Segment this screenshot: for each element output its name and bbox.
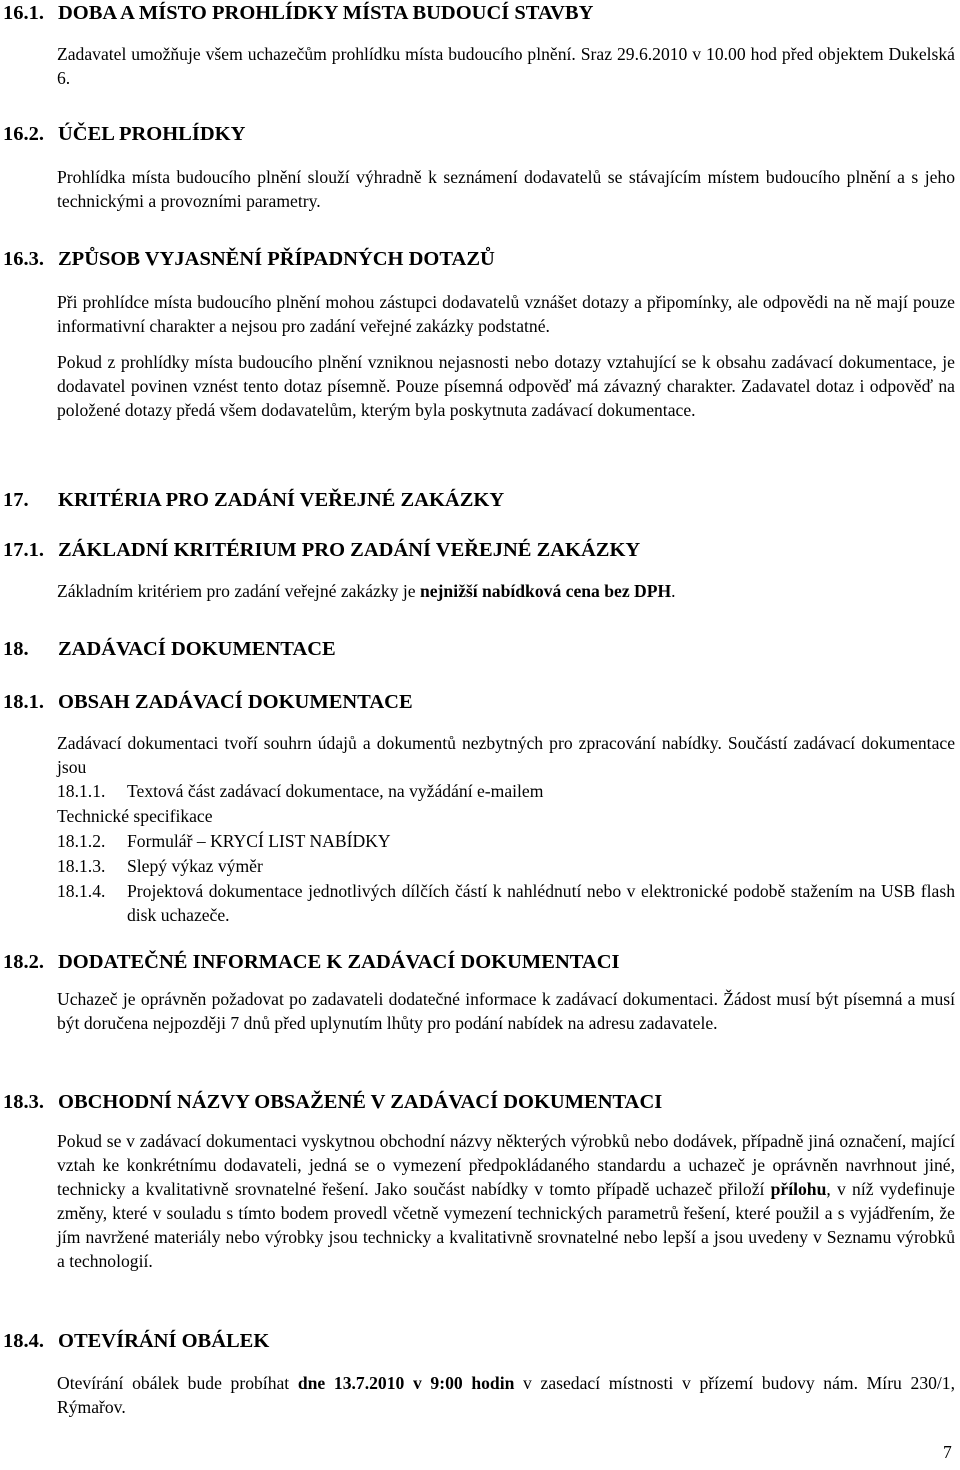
heading-number: 16.2. (3, 123, 44, 145)
heading-18-4 (3, 1328, 269, 1354)
list-item-text: Textová část zadávací dokumentace, na vyžádání e-mailem (127, 781, 544, 801)
list-item (57, 854, 955, 878)
bold-text: přílohu (770, 1179, 827, 1199)
heading-title: ZPŮSOB VYJASNĚNÍ PŘÍPADNÝCH DOTAZŮ (58, 248, 495, 270)
heading-17 (3, 487, 504, 513)
text: Pokud se v zadávací dokumentaci vyskytnou obchodní názvy některých výrobků nebo dodávek, případně jiná označení, mající vztah ke konkrétnímu dodavateli, jedná se o vymezení předpokládaného standardu a uchazeč je oprávněn navrhnout jiné, technicky a kvalitativně srovnatelné řešení. Jako součást nabídky v tomto případě uchazeč přiloží (57, 1131, 955, 1199)
list-subheading: Technické specifikace (57, 806, 213, 826)
heading-title: ZÁKLADNÍ KRITÉRIUM PRO ZADÁNÍ VEŘEJNÉ ZAKÁZKY (58, 539, 641, 561)
text: Základním kritériem pro zadání veřejné zakázky je (57, 581, 420, 601)
list-item-text: Slepý výkaz výměr (127, 856, 263, 876)
heading-number: 18.2. (3, 951, 44, 973)
list-item (57, 879, 955, 927)
heading-number: 17. (3, 489, 29, 511)
heading-number: 17.1. (3, 539, 44, 561)
text: , v níž vydefinuje změny, které v souladu s tímto bodem provedl včetně vymezení technických parametrů řešení, které použil a s vyjádřením, že jím navržené materiály nebo výrobky jsou technicky a kvalitativně srovnatelné nebo lepší a jsou uvedeny v Seznamu výrobků a technologií. (57, 1179, 955, 1271)
list-item-number: 18.1.3. (57, 856, 106, 876)
text: v zasedací místnosti v přízemí budovy nám. Míru 230/1, Rýmařov. (57, 1373, 955, 1417)
heading-title: ZADÁVACÍ DOKUMENTACE (58, 638, 336, 660)
heading-title: DOBA A MÍSTO PROHLÍDKY MÍSTA BUDOUCÍ STAVBY (58, 2, 594, 24)
paragraph-16-2: Prohlídka místa budoucího plnění slouží výhradně k seznámení dodavatelů se stávajícím místem budoucího plnění a s jeho technickými a provozními parametry. (57, 167, 955, 211)
list-item-number: 18.1.1. (57, 781, 106, 801)
paragraph-18-4 (57, 1371, 955, 1419)
bold-text: nejnižší nabídková cena bez DPH (419, 581, 672, 601)
heading-title: DODATEČNÉ INFORMACE K ZADÁVACÍ DOKUMENTACI (58, 951, 620, 973)
text: Otevírání obálek bude probíhat (57, 1373, 298, 1393)
paragraph-18-3 (57, 1129, 955, 1273)
list-item-number: 18.1.2. (57, 831, 106, 851)
heading-title: OBSAH ZADÁVACÍ DOKUMENTACE (58, 691, 413, 713)
paragraph-18-1: Zadávací dokumentaci tvoří souhrn údajů a dokumentů nezbytných pro zpracování nabídky. Součástí zadávací dokumentace jsou (57, 733, 955, 777)
list-item (57, 829, 955, 853)
heading-number: 18.3. (3, 1091, 44, 1113)
heading-16-3 (3, 246, 495, 272)
list-item-text: Projektová dokumentace jednotlivých dílčích částí k nahlédnutí nebo v elektronické podobě stažením na USB flash disk uchazeče. (127, 881, 955, 925)
heading-16-2 (3, 121, 245, 147)
list-item (57, 779, 955, 803)
heading-18 (3, 636, 336, 662)
paragraph-16-1: Zadavatel umožňuje všem uchazečům prohlídku místa budoucího plnění. Sraz 29.6.2010 v 10.00 hod před objektem Dukelská 6. (57, 44, 955, 88)
heading-18-3 (3, 1089, 662, 1115)
list-item-text: Formulář – KRYCÍ LIST NABÍDKY (127, 831, 391, 851)
paragraph-16-3-b: Pokud z prohlídky místa budoucího plnění vzniknou nejasnosti nebo dotazy vztahující se k obsahu zadávací dokumentace, je dodavatel povinen vznést tento dotaz písemně. Pouze písemná odpověď má závazný charakter. Zadavatel dotaz i odpověď na položené dotazy předá všem dodavatelům, kterým byla poskytnuta zadávací dokumentace. (57, 352, 955, 420)
paragraph-17-1 (57, 579, 955, 603)
heading-18-1 (3, 689, 413, 715)
heading-title: ÚČEL PROHLÍDKY (58, 123, 246, 145)
heading-number: 16.1. (3, 2, 44, 24)
text: . (671, 581, 676, 601)
heading-17-1 (3, 537, 640, 563)
heading-title: OBCHODNÍ NÁZVY OBSAŽENÉ V ZADÁVACÍ DOKUMENTACI (58, 1091, 663, 1113)
heading-18-2 (3, 949, 620, 975)
list-item-number: 18.1.4. (57, 881, 106, 901)
heading-title: KRITÉRIA PRO ZADÁNÍ VEŘEJNÉ ZAKÁZKY (58, 489, 505, 511)
heading-title: OTEVÍRÁNÍ OBÁLEK (58, 1330, 270, 1352)
heading-16-1 (3, 0, 593, 26)
bold-text: dne 13.7.2010 v 9:00 hodin (297, 1373, 515, 1393)
heading-number: 18. (3, 638, 29, 660)
heading-number: 18.4. (3, 1330, 44, 1352)
paragraph-16-3-a: Při prohlídce místa budoucího plnění mohou zástupci dodavatelů vznášet dotazy a připomínky, ale odpovědi na ně mají pouze informativní charakter a nejsou pro zadání veřejné zakázky podstatné. (57, 292, 955, 336)
heading-number: 16.3. (3, 248, 44, 270)
paragraph-18-2: Uchazeč je oprávněn požadovat po zadavateli dodatečné informace k zadávací dokumentaci. Žádost musí být písemná a musí být doručena nejpozději 7 dnů před uplynutím lhůty pro podání nabídek na adresu zadavatele. (57, 989, 955, 1033)
heading-number: 18.1. (3, 691, 44, 713)
page-number: 7 (943, 1442, 952, 1462)
